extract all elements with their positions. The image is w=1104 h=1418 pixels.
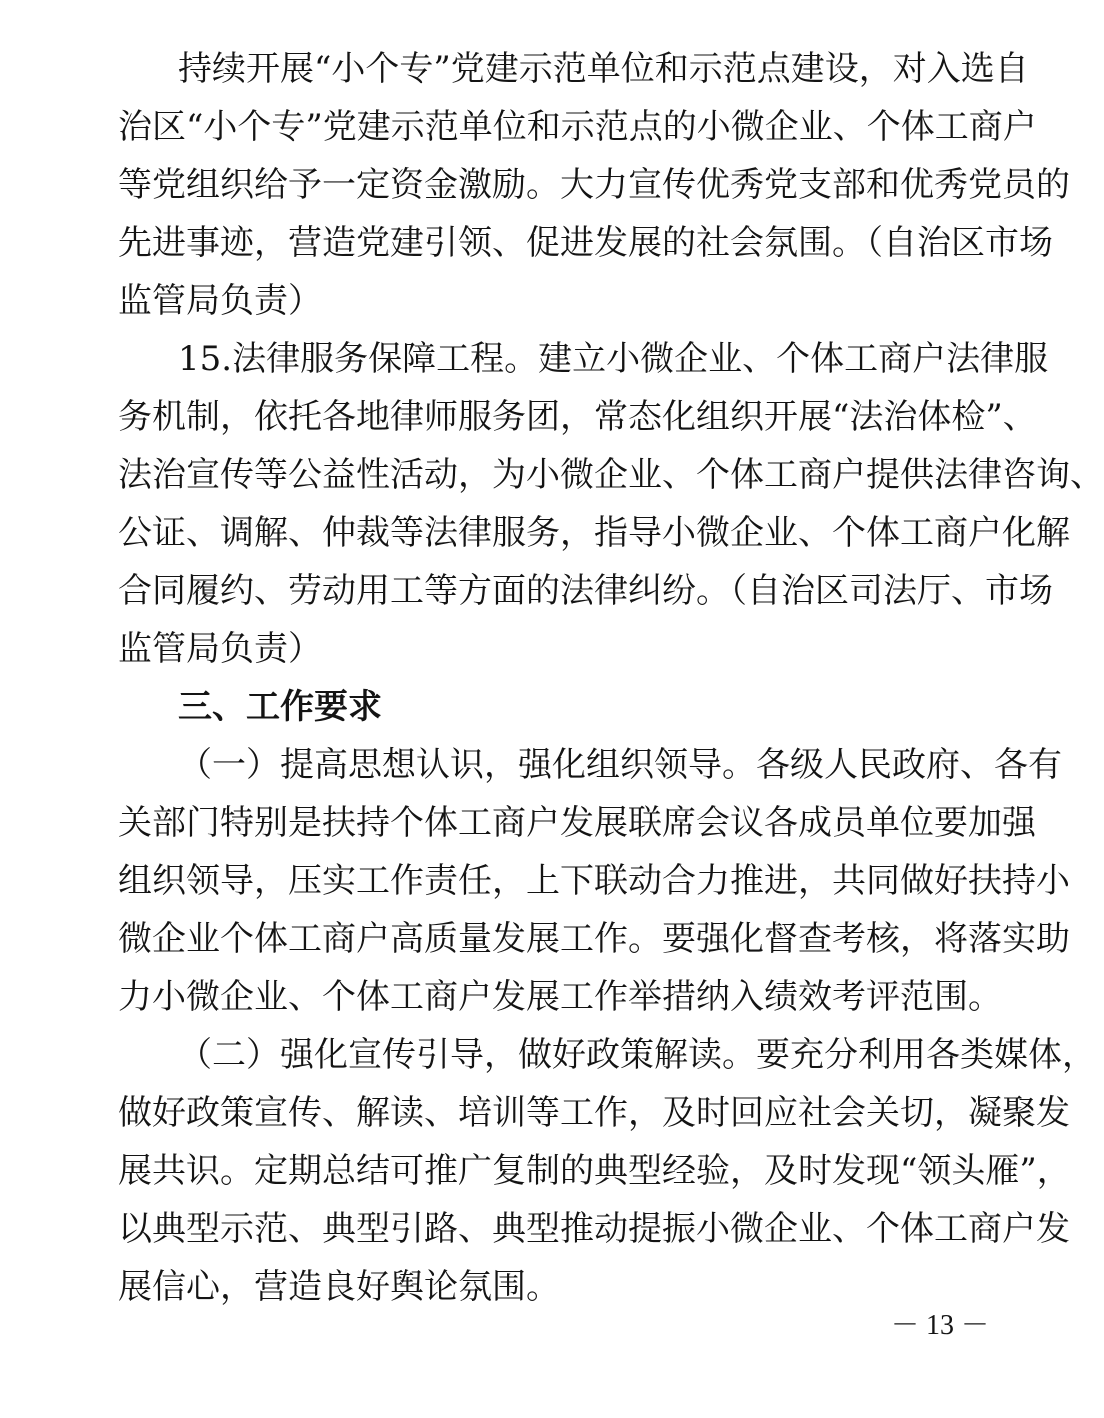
- page-number: － 13 －: [890, 1310, 989, 1341]
- paragraph-2-line-2: 务机制，依托各地律师服务团，常态化组织开展“法治体检”、: [118, 397, 1037, 437]
- paragraph-1-line-1: 持续开展“小个专”党建示范单位和示范点建设，对入选自: [178, 49, 1029, 89]
- paragraph-4-line-2: 做好政策宣传、解读、培训等工作，及时回应社会关切，凝聚发: [118, 1093, 1070, 1133]
- paragraph-2-line-6: 监管局负责）: [118, 629, 322, 669]
- paragraph-1-line-2: 治区“小个专”党建示范单位和示范点的小微企业、个体工商户: [118, 107, 1037, 147]
- paragraph-2-line-4: 公证、调解、仲裁等法律服务，指导小微企业、个体工商户化解: [118, 513, 1070, 553]
- paragraph-3-line-2: 关部门特别是扶持个体工商户发展联席会议各成员单位要加强: [118, 803, 1036, 843]
- paragraph-4-line-5: 展信心，营造良好舆论氛围。: [118, 1267, 560, 1307]
- paragraph-3-line-1: （一）提高思想认识，强化组织领导。各级人民政府、各有: [178, 745, 1062, 785]
- paragraph-2-line-1: 15.法律服务保障工程。建立小微企业、个体工商户法律服: [178, 339, 1049, 379]
- paragraph-4-line-4: 以典型示范、典型引路、典型推动提振小微企业、个体工商户发: [118, 1209, 1070, 1249]
- paragraph-1-line-3: 等党组织给予一定资金激励。大力宣传优秀党支部和优秀党员的: [118, 165, 1070, 205]
- paragraph-2-line-3: 法治宣传等公益性活动，为小微企业、个体工商户提供法律咨询、: [118, 455, 1104, 495]
- paragraph-4-line-3: 展共识。定期总结可推广复制的典型经验，及时发现“领头雁”，: [118, 1151, 1071, 1191]
- paragraph-2-line-5: 合同履约、劳动用工等方面的法律纠纷。（自治区司法厅、市场: [118, 571, 1053, 611]
- paragraph-1-line-4: 先进事迹，营造党建引领、促进发展的社会氛围。（自治区市场: [118, 223, 1053, 263]
- paragraph-3-line-5: 力小微企业、个体工商户发展工作举措纳入绩效考评范围。: [118, 977, 1002, 1017]
- paragraph-4-line-1: （二）强化宣传引导，做好政策解读。要充分利用各类媒体，: [178, 1035, 1096, 1075]
- paragraph-3-line-3: 组织领导，压实工作责任，上下联动合力推进，共同做好扶持小: [118, 861, 1070, 901]
- paragraph-3-line-4: 微企业个体工商户高质量发展工作。要强化督查考核，将落实助: [118, 919, 1070, 959]
- paragraph-1-line-5: 监管局负责）: [118, 281, 322, 321]
- section-heading: 三、工作要求: [178, 687, 382, 727]
